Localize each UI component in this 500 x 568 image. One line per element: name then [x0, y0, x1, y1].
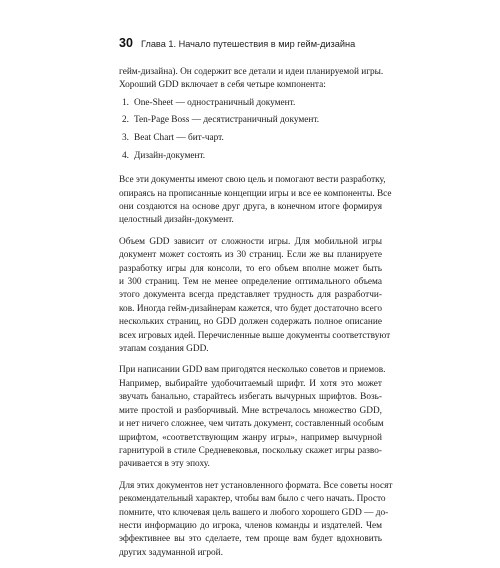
text-line: мите простой и разборчивый. Мне встречалось множество GDD,: [119, 405, 382, 416]
list-number: 4.: [122, 150, 129, 161]
text-line: эффективнее вы это сделаете, тем проще вам будет вдохновить: [119, 534, 382, 545]
paragraph-gdd-size: [119, 236, 391, 357]
list-text: One-Sheet — одностраничный документ.: [134, 97, 296, 108]
text-line: других задуманной игрой.: [119, 547, 223, 558]
text-line: документ может состоять из 30 страниц. Если же вы планируете: [119, 250, 382, 261]
list-number: 2.: [122, 115, 129, 126]
list-item: [119, 97, 382, 115]
list-text: Дизайн-документ.: [134, 150, 206, 161]
text-line: и 300 страниц. Тем не менее определение оптимального объема: [119, 277, 382, 288]
list-text: Beat Chart — бит-чарт.: [134, 133, 224, 143]
text-line: ков. Иногда гейм-дизайнерам кажется, что будет достаточно всего: [119, 303, 382, 314]
components-list: [119, 97, 382, 167]
text-line: Например, выбирайте удобочитаемый шрифт. И хотя это может: [119, 378, 382, 389]
text-line: Объем GDD зависит от сложности игры. Для мобильной игры: [119, 236, 382, 247]
paragraph-documents-purpose: [119, 174, 392, 228]
list-number: 3.: [122, 133, 129, 143]
text-line: гейм-дизайна). Он содержит все детали и идеи планируемой игры.: [119, 67, 384, 77]
page-body: [119, 66, 393, 568]
page-header: [119, 36, 381, 50]
list-item: [119, 150, 382, 168]
text-line: рачивается в эту эпоху.: [119, 459, 210, 470]
text-line: этапам создания GDD.: [119, 344, 209, 355]
text-line: звучать банально, старайтесь избегать вычурных шрифтов. Возь-: [119, 392, 382, 403]
list-item: [119, 132, 382, 150]
text-line: помните, что ключевая цель вашего и любого хорошего GDD — до-: [119, 507, 389, 518]
text-line: Все эти документы имеют свою цель и помогают вести разработку,: [119, 175, 386, 186]
text-line: они создаются на основе друг друга, в конечном итоге формируя: [119, 202, 382, 212]
text-line: Хороший GDD включает в себя четыре компонента:: [119, 80, 326, 91]
text-line: гарнитурой в стиле Средневековья, поскольку скажет игры разво-: [119, 445, 382, 456]
text-line: Для этих документов нет установленного формата. Все советы носят: [119, 480, 393, 491]
paragraph-format: [119, 480, 393, 560]
text-line: и нет ничего сложнее, чем читать документ, составленный особым: [119, 419, 384, 430]
text-line: этого документа всегда представляет трудность для разработчи-: [119, 290, 382, 301]
text-line: разработку игры для консоли, то его объем вполне может быть: [119, 263, 382, 274]
intro-paragraph: [119, 66, 382, 93]
text-line: рекомендательный характер, чтобы вам было с чего начать. Просто: [119, 494, 386, 505]
text-line: шрифтом, «соответствующим жанру игры», например вычурной: [119, 432, 382, 443]
paragraph-font-advice: [119, 364, 386, 471]
list-number: 1.: [122, 97, 129, 108]
text-line: нести информацию до игрока, членов команды и издателей. Чем: [119, 520, 382, 531]
text-line: всех игровых идей. Перечисленные выше документы соответствуют: [119, 330, 391, 341]
running-title: Глава 1. Начало путешествия в мир гейм-дизайна: [141, 39, 356, 49]
page-number: 30: [119, 36, 133, 50]
text-line: опираясь на прописанные концепции игры и все ее компоненты. Все: [119, 188, 392, 199]
list-text: Ten-Page Boss — десятистраничный документ.: [134, 115, 320, 126]
list-item: [119, 114, 382, 132]
text-line: целостный дизайн-документ.: [119, 215, 234, 226]
text-line: нескольких страниц, но GDD должен содержать полное описание: [119, 317, 382, 328]
text-line: При написании GDD вам пригодятся несколько советов и приемов.: [119, 365, 386, 376]
